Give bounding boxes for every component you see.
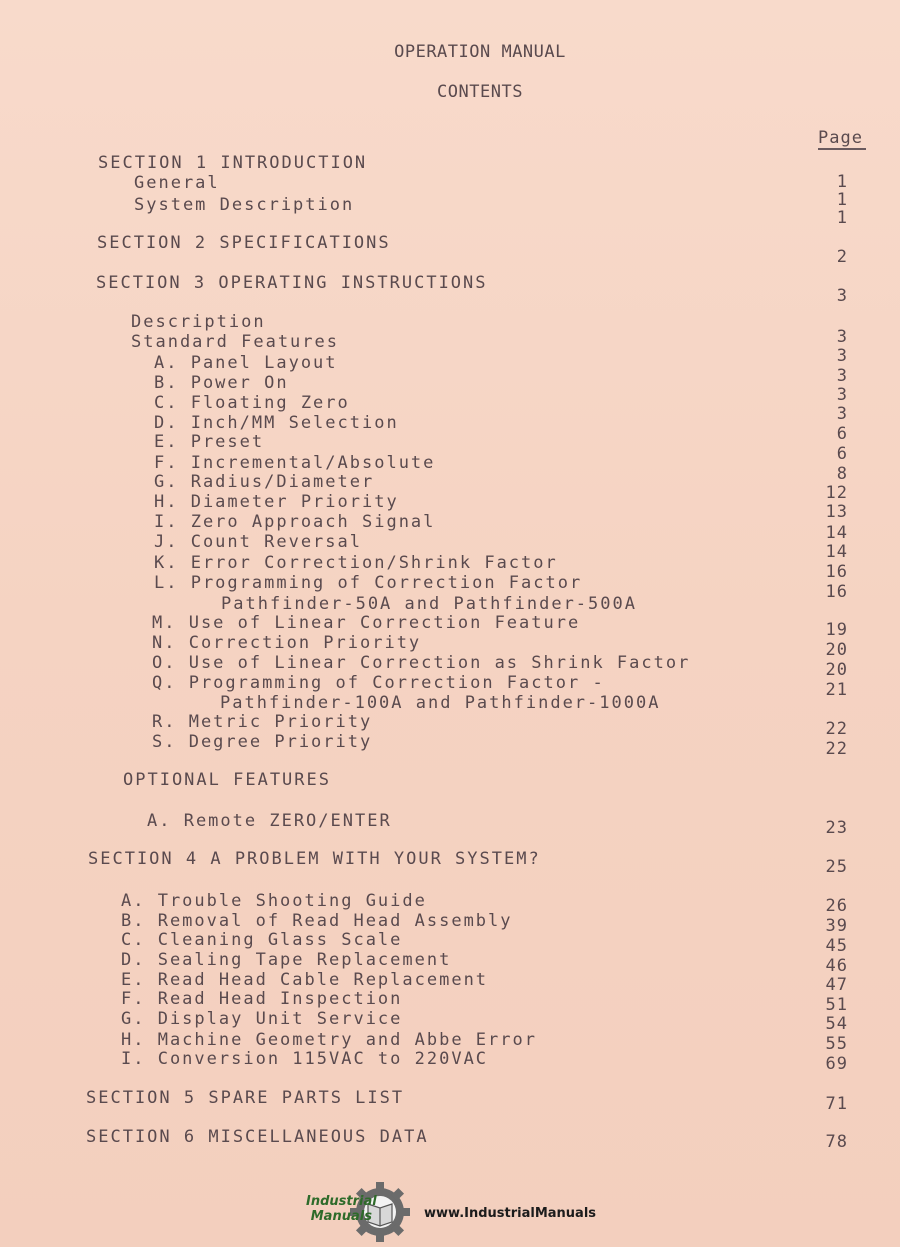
- toc-page: 20: [825, 660, 848, 680]
- toc-page: 45: [825, 936, 848, 956]
- toc-entry: H. Machine Geometry and Abbe Error: [121, 1030, 537, 1050]
- contents-heading: CONTENTS: [437, 82, 523, 102]
- toc-entry: C. Floating Zero: [154, 393, 350, 413]
- toc-page: 54: [825, 1014, 848, 1034]
- toc-entry: SECTION 3 OPERATING INSTRUCTIONS: [96, 273, 488, 293]
- toc-entry: I. Zero Approach Signal: [154, 512, 436, 532]
- website-url: www.IndustrialManuals: [424, 1206, 597, 1221]
- toc-page: 1: [836, 208, 848, 228]
- toc-entry: L. Programming of Correction Factor: [154, 573, 583, 593]
- toc-entry: SECTION 4 A PROBLEM WITH YOUR SYSTEM?: [88, 849, 541, 869]
- page-column-heading: Page: [818, 128, 863, 148]
- toc-page: 8: [836, 464, 848, 484]
- toc-entry: F. Read Head Inspection: [121, 989, 403, 1009]
- toc-entry: A. Remote ZERO/ENTER: [147, 811, 392, 831]
- toc-entry: Standard Features: [131, 332, 339, 352]
- toc-page: 22: [825, 719, 848, 739]
- toc-page: 21: [825, 680, 848, 700]
- toc-page: 26: [825, 896, 848, 916]
- toc-page: 69: [825, 1054, 848, 1074]
- toc-entry: B. Power On: [154, 373, 289, 393]
- toc-page: 3: [836, 346, 848, 366]
- toc-page: 14: [825, 523, 848, 543]
- toc-page: 39: [825, 916, 848, 936]
- toc-entry: G. Display Unit Service: [121, 1009, 403, 1029]
- toc-page: 2: [836, 247, 848, 267]
- toc-page: 22: [825, 739, 848, 759]
- toc-entry: S. Degree Priority: [152, 732, 373, 752]
- toc-page: 71: [825, 1094, 848, 1114]
- toc-entry: Q. Programming of Correction Factor -: [152, 673, 605, 693]
- toc-entry: D. Sealing Tape Replacement: [121, 950, 452, 970]
- toc-page: 1: [836, 172, 848, 192]
- toc-page: 6: [836, 444, 848, 464]
- toc-entry: OPTIONAL FEATURES: [123, 770, 331, 790]
- toc-entry: B. Removal of Read Head Assembly: [121, 911, 513, 931]
- toc-entry: Pathfinder-100A and Pathfinder-1000A: [220, 693, 661, 713]
- toc-entry: C. Cleaning Glass Scale: [121, 930, 403, 950]
- toc-entry: R. Metric Priority: [152, 712, 373, 732]
- toc-entry: J. Count Reversal: [154, 532, 362, 552]
- toc-entry: M. Use of Linear Correction Feature: [152, 613, 581, 633]
- toc-entry: A. Panel Layout: [154, 353, 338, 373]
- toc-entry: G. Radius/Diameter: [154, 472, 375, 492]
- toc-entry: D. Inch/MM Selection: [154, 413, 399, 433]
- toc-entry: SECTION 2 SPECIFICATIONS: [97, 233, 391, 253]
- toc-page: 16: [825, 582, 848, 602]
- toc-page: 19: [825, 620, 848, 640]
- toc-entry: System Description: [134, 195, 355, 215]
- watermark-footer: [300, 1180, 640, 1240]
- toc-page: 25: [825, 857, 848, 877]
- toc-entry: SECTION 5 SPARE PARTS LIST: [86, 1088, 405, 1108]
- toc-entry: E. Read Head Cable Replacement: [121, 970, 489, 990]
- toc-page: 3: [836, 385, 848, 405]
- toc-entry: SECTION 6 MISCELLANEOUS DATA: [86, 1127, 429, 1147]
- toc-page: 16: [825, 562, 848, 582]
- toc-entry: General: [134, 173, 220, 193]
- toc-entry: Pathfinder-50A and Pathfinder-500A: [221, 594, 637, 614]
- toc-page: 1: [836, 190, 848, 210]
- toc-entry: F. Incremental/Absolute: [154, 453, 436, 473]
- toc-page: 55: [825, 1034, 848, 1054]
- toc-entry: E. Preset: [154, 432, 265, 452]
- toc-page: 46: [825, 956, 848, 976]
- toc-page: 3: [836, 366, 848, 386]
- toc-entry: O. Use of Linear Correction as Shrink Factor: [152, 653, 691, 673]
- toc-entry: A. Trouble Shooting Guide: [121, 891, 427, 911]
- toc-entry: Description: [131, 312, 266, 332]
- page-heading-underline: [818, 148, 866, 150]
- toc-page: 78: [825, 1132, 848, 1152]
- toc-page: 13: [825, 502, 848, 522]
- toc-page: 23: [825, 818, 848, 838]
- toc-entry: SECTION 1 INTRODUCTION: [98, 153, 368, 173]
- toc-entry: I. Conversion 115VAC to 220VAC: [121, 1049, 489, 1069]
- manual-title: OPERATION MANUAL: [394, 42, 566, 62]
- toc-page: 3: [836, 327, 848, 347]
- toc-entry: K. Error Correction/Shrink Factor: [154, 553, 558, 573]
- toc-entry: N. Correction Priority: [152, 633, 422, 653]
- toc-page: 3: [836, 404, 848, 424]
- toc-page: 6: [836, 424, 848, 444]
- toc-page: 12: [825, 483, 848, 503]
- toc-page: 3: [836, 286, 848, 306]
- toc-page: 20: [825, 640, 848, 660]
- toc-page: 14: [825, 542, 848, 562]
- toc-entry: H. Diameter Priority: [154, 492, 399, 512]
- logo-wordmark: Industrial Manuals: [306, 1194, 377, 1224]
- toc-page: 47: [825, 975, 848, 995]
- toc-page: 51: [825, 995, 848, 1015]
